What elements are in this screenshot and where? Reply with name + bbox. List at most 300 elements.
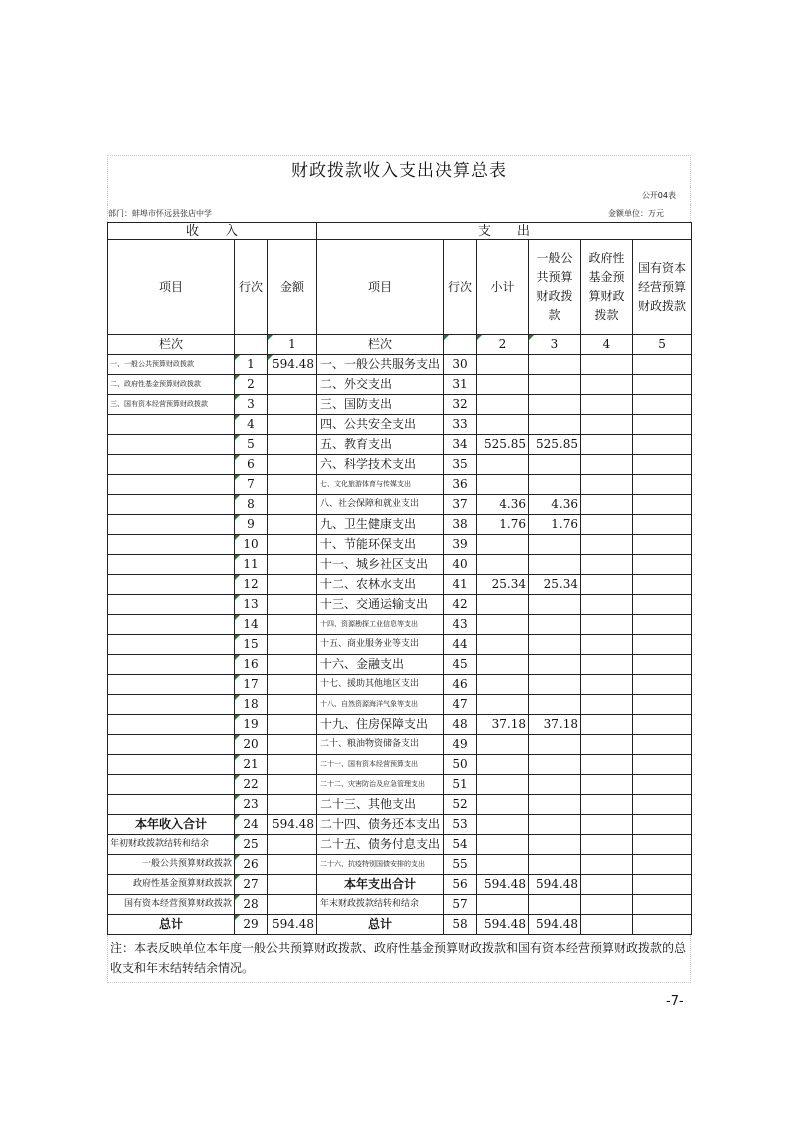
expense-soe-budget bbox=[633, 515, 692, 535]
table-row bbox=[108, 815, 692, 835]
expense-fund-budget bbox=[581, 635, 633, 655]
income-line-no: 5 bbox=[235, 435, 268, 455]
expense-general-budget bbox=[529, 355, 581, 375]
expense-item: 八、社会保障和就业支出 bbox=[317, 495, 444, 515]
table-row bbox=[108, 575, 692, 595]
report-title: 财政拨款收入支出决算总表 bbox=[107, 155, 691, 186]
expense-general-budget bbox=[529, 415, 581, 435]
expense-general-budget bbox=[529, 895, 581, 915]
expense-general-budget bbox=[529, 675, 581, 695]
income-line-no: 24 bbox=[235, 815, 268, 835]
income-header: 收 入 bbox=[108, 223, 317, 240]
income-item: 总计 bbox=[108, 915, 235, 935]
expense-soe-budget bbox=[633, 695, 692, 715]
department-row bbox=[107, 204, 691, 222]
expense-line-no: 53 bbox=[444, 815, 477, 835]
table-row bbox=[108, 515, 692, 535]
expense-general-budget bbox=[529, 755, 581, 775]
income-amount bbox=[268, 455, 317, 475]
expense-soe-budget bbox=[633, 615, 692, 635]
expense-soe-budget bbox=[633, 815, 692, 835]
table-row bbox=[108, 755, 692, 775]
expense-line-no: 35 bbox=[444, 455, 477, 475]
expense-fund-budget bbox=[581, 915, 633, 935]
expense-fund-budget bbox=[581, 695, 633, 715]
income-amount bbox=[268, 635, 317, 655]
expense-fund-budget bbox=[581, 675, 633, 695]
expense-soe-budget bbox=[633, 795, 692, 815]
expense-item: 二十一、国有资本经营预算支出 bbox=[317, 755, 444, 775]
expense-item: 十五、商业服务业等支出 bbox=[317, 635, 444, 655]
col-number-label-expense: 栏次 bbox=[317, 335, 444, 355]
expense-fund-budget bbox=[581, 355, 633, 375]
expense-general-budget bbox=[529, 475, 581, 495]
form-code: 公开04表 bbox=[641, 191, 676, 200]
expense-general-budget bbox=[529, 615, 581, 635]
expense-soe-budget bbox=[633, 595, 692, 615]
expense-soe-budget bbox=[633, 575, 692, 595]
income-line-no: 18 bbox=[235, 695, 268, 715]
expense-general-budget: 25.34 bbox=[529, 575, 581, 595]
expense-item: 一、一般公共服务支出 bbox=[317, 355, 444, 375]
table-row bbox=[108, 715, 692, 735]
expense-subtotal bbox=[477, 795, 529, 815]
expense-soe-budget bbox=[633, 635, 692, 655]
expense-soe-budget bbox=[633, 735, 692, 755]
expense-soe-budget bbox=[633, 895, 692, 915]
income-line-no: 9 bbox=[235, 515, 268, 535]
income-item: 一般公共预算财政拨款 bbox=[108, 855, 235, 875]
expense-item: 六、科学技术支出 bbox=[317, 455, 444, 475]
expense-general-budget bbox=[529, 655, 581, 675]
expense-general-budget bbox=[529, 695, 581, 715]
table-row bbox=[108, 535, 692, 555]
income-item bbox=[108, 735, 235, 755]
col-income-item: 项目 bbox=[108, 240, 235, 335]
col-number-blank-expense bbox=[444, 335, 477, 355]
income-amount bbox=[268, 895, 317, 915]
col-number-2: 2 bbox=[477, 335, 529, 355]
table-row bbox=[108, 635, 692, 655]
expense-fund-budget bbox=[581, 715, 633, 735]
table-row bbox=[108, 415, 692, 435]
expense-item: 十六、金融支出 bbox=[317, 655, 444, 675]
expense-fund-budget bbox=[581, 495, 633, 515]
income-amount bbox=[268, 475, 317, 495]
col-soe-budget: 国有资本经营预算财政拨款 bbox=[633, 240, 692, 335]
expense-subtotal bbox=[477, 375, 529, 395]
income-amount bbox=[268, 575, 317, 595]
income-item bbox=[108, 435, 235, 455]
expense-soe-budget bbox=[633, 875, 692, 895]
expense-fund-budget bbox=[581, 455, 633, 475]
table-row bbox=[108, 855, 692, 875]
expense-general-budget: 4.36 bbox=[529, 495, 581, 515]
expense-subtotal bbox=[477, 455, 529, 475]
expense-item: 二十六、抗疫特别国债安排的支出 bbox=[317, 855, 444, 875]
expense-item: 总计 bbox=[317, 915, 444, 935]
expense-line-no: 46 bbox=[444, 675, 477, 695]
income-amount: 594.48 bbox=[268, 915, 317, 935]
expense-item: 九、卫生健康支出 bbox=[317, 515, 444, 535]
expense-item: 十二、农林水支出 bbox=[317, 575, 444, 595]
income-item bbox=[108, 635, 235, 655]
expense-line-no: 56 bbox=[444, 875, 477, 895]
expense-general-budget: 1.76 bbox=[529, 515, 581, 535]
expense-fund-budget bbox=[581, 875, 633, 895]
expense-fund-budget bbox=[581, 795, 633, 815]
expense-subtotal bbox=[477, 675, 529, 695]
income-line-no: 17 bbox=[235, 675, 268, 695]
expense-fund-budget bbox=[581, 895, 633, 915]
expense-item: 四、公共安全支出 bbox=[317, 415, 444, 435]
income-line-no: 13 bbox=[235, 595, 268, 615]
income-line-no: 10 bbox=[235, 535, 268, 555]
expense-fund-budget bbox=[581, 375, 633, 395]
expense-subtotal: 25.34 bbox=[477, 575, 529, 595]
table-row bbox=[108, 875, 692, 895]
department-label: 部门：蚌埠市怀远县张店中学 bbox=[108, 209, 212, 218]
expense-line-no: 44 bbox=[444, 635, 477, 655]
expense-soe-budget bbox=[633, 395, 692, 415]
income-amount bbox=[268, 695, 317, 715]
expense-general-budget bbox=[529, 595, 581, 615]
expense-soe-budget bbox=[633, 855, 692, 875]
income-amount bbox=[268, 795, 317, 815]
income-amount: 594.48 bbox=[268, 815, 317, 835]
income-line-no: 11 bbox=[235, 555, 268, 575]
expense-line-no: 37 bbox=[444, 495, 477, 515]
expense-general-budget: 525.85 bbox=[529, 435, 581, 455]
expense-subtotal bbox=[477, 855, 529, 875]
expense-subtotal bbox=[477, 635, 529, 655]
expense-line-no: 57 bbox=[444, 895, 477, 915]
expense-fund-budget bbox=[581, 395, 633, 415]
income-item bbox=[108, 515, 235, 535]
expense-subtotal bbox=[477, 355, 529, 375]
expense-fund-budget bbox=[581, 595, 633, 615]
income-line-no: 28 bbox=[235, 895, 268, 915]
income-item: 二、政府性基金预算财政拨款 bbox=[108, 375, 235, 395]
col-expense-item: 项目 bbox=[317, 240, 444, 335]
income-amount bbox=[268, 595, 317, 615]
income-item: 年初财政拨款结转和结余 bbox=[108, 835, 235, 855]
table-row bbox=[108, 435, 692, 455]
expense-soe-budget bbox=[633, 655, 692, 675]
expense-item: 二十四、债务还本支出 bbox=[317, 815, 444, 835]
income-amount bbox=[268, 615, 317, 635]
report-sheet bbox=[107, 155, 691, 983]
income-line-no: 23 bbox=[235, 795, 268, 815]
col-fund-budget: 政府性基金预算财政拨款 bbox=[581, 240, 633, 335]
expense-line-no: 36 bbox=[444, 475, 477, 495]
income-item bbox=[108, 715, 235, 735]
income-item bbox=[108, 475, 235, 495]
expense-subtotal bbox=[477, 555, 529, 575]
col-expense-line: 行次 bbox=[444, 240, 477, 335]
expense-item: 十九、住房保障支出 bbox=[317, 715, 444, 735]
table-row bbox=[108, 675, 692, 695]
income-amount bbox=[268, 875, 317, 895]
table-row bbox=[108, 375, 692, 395]
expense-subtotal bbox=[477, 535, 529, 555]
expense-item: 二十、粮油物资储备支出 bbox=[317, 735, 444, 755]
expense-subtotal bbox=[477, 775, 529, 795]
table-row bbox=[108, 795, 692, 815]
expense-item: 二十五、债务付息支出 bbox=[317, 835, 444, 855]
expense-fund-budget bbox=[581, 555, 633, 575]
expense-fund-budget bbox=[581, 815, 633, 835]
income-item bbox=[108, 575, 235, 595]
income-line-no: 8 bbox=[235, 495, 268, 515]
expense-soe-budget bbox=[633, 495, 692, 515]
expense-subtotal bbox=[477, 895, 529, 915]
expense-subtotal bbox=[477, 835, 529, 855]
expense-header: 支 出 bbox=[317, 223, 692, 240]
income-line-no: 15 bbox=[235, 635, 268, 655]
expense-subtotal bbox=[477, 655, 529, 675]
expense-subtotal: 1.76 bbox=[477, 515, 529, 535]
expense-item: 十一、城乡社区支出 bbox=[317, 555, 444, 575]
income-item bbox=[108, 775, 235, 795]
expense-line-no: 50 bbox=[444, 755, 477, 775]
expense-subtotal: 594.48 bbox=[477, 875, 529, 895]
expense-line-no: 54 bbox=[444, 835, 477, 855]
income-item: 政府性基金预算财政拨款 bbox=[108, 875, 235, 895]
expense-soe-budget bbox=[633, 835, 692, 855]
income-amount bbox=[268, 855, 317, 875]
expense-item: 二十三、其他支出 bbox=[317, 795, 444, 815]
expense-subtotal bbox=[477, 595, 529, 615]
table-row bbox=[108, 695, 692, 715]
expense-general-budget bbox=[529, 815, 581, 835]
table-row bbox=[108, 455, 692, 475]
expense-fund-budget bbox=[581, 515, 633, 535]
col-income-amount: 金额 bbox=[268, 240, 317, 335]
income-amount bbox=[268, 535, 317, 555]
income-item: 三、国有资本经营预算财政拨款 bbox=[108, 395, 235, 415]
income-line-no: 6 bbox=[235, 455, 268, 475]
table-body bbox=[108, 355, 692, 935]
income-item bbox=[108, 555, 235, 575]
expense-soe-budget bbox=[633, 555, 692, 575]
expense-fund-budget bbox=[581, 655, 633, 675]
expense-item: 十八、自然资源海洋气象等支出 bbox=[317, 695, 444, 715]
table-row bbox=[108, 655, 692, 675]
income-item bbox=[108, 415, 235, 435]
expense-subtotal bbox=[477, 415, 529, 435]
income-line-no: 25 bbox=[235, 835, 268, 855]
expense-line-no: 51 bbox=[444, 775, 477, 795]
footnote: 注：本表反映单位本年度一般公共预算财政拨款、政府性基金预算财政拨款和国有资本经营预算财政拨款的总收支和年末结转结余情况。 bbox=[107, 935, 691, 983]
col-number-blank bbox=[235, 335, 268, 355]
expense-item: 二、外交支出 bbox=[317, 375, 444, 395]
expense-item: 十七、援助其他地区支出 bbox=[317, 675, 444, 695]
col-number-4: 4 bbox=[581, 335, 633, 355]
income-amount: 594.48 bbox=[268, 355, 317, 375]
expense-soe-budget bbox=[633, 455, 692, 475]
unit-label: 金额单位：万元 bbox=[608, 209, 664, 218]
expense-general-budget bbox=[529, 735, 581, 755]
income-item: 一、一般公共预算财政拨款 bbox=[108, 355, 235, 375]
income-line-no: 26 bbox=[235, 855, 268, 875]
expense-line-no: 55 bbox=[444, 855, 477, 875]
income-amount bbox=[268, 835, 317, 855]
expense-line-no: 47 bbox=[444, 695, 477, 715]
col-general-budget: 一般公共预算财政拨款 bbox=[529, 240, 581, 335]
income-item bbox=[108, 495, 235, 515]
income-item bbox=[108, 615, 235, 635]
income-line-no: 29 bbox=[235, 915, 268, 935]
income-line-no: 19 bbox=[235, 715, 268, 735]
income-amount bbox=[268, 775, 317, 795]
income-item bbox=[108, 535, 235, 555]
income-amount bbox=[268, 375, 317, 395]
expense-item: 十、节能环保支出 bbox=[317, 535, 444, 555]
income-amount bbox=[268, 395, 317, 415]
expense-item: 二十二、灾害防治及应急管理支出 bbox=[317, 775, 444, 795]
expense-line-no: 33 bbox=[444, 415, 477, 435]
expense-line-no: 49 bbox=[444, 735, 477, 755]
expense-general-budget: 594.48 bbox=[529, 875, 581, 895]
col-number-3: 3 bbox=[529, 335, 581, 355]
expense-general-budget: 594.48 bbox=[529, 915, 581, 935]
income-line-no: 1 bbox=[235, 355, 268, 375]
page-number: -7- bbox=[666, 994, 684, 1009]
expense-soe-budget bbox=[633, 715, 692, 735]
expense-subtotal bbox=[477, 395, 529, 415]
expense-soe-budget bbox=[633, 415, 692, 435]
table-row bbox=[108, 615, 692, 635]
expense-subtotal bbox=[477, 755, 529, 775]
income-amount bbox=[268, 715, 317, 735]
income-line-no: 20 bbox=[235, 735, 268, 755]
expense-general-budget bbox=[529, 455, 581, 475]
expense-fund-budget bbox=[581, 855, 633, 875]
income-item bbox=[108, 755, 235, 775]
table-row bbox=[108, 395, 692, 415]
expense-line-no: 39 bbox=[444, 535, 477, 555]
expense-fund-budget bbox=[581, 575, 633, 595]
expense-subtotal bbox=[477, 615, 529, 635]
expense-item: 七、文化旅游体育与传媒支出 bbox=[317, 475, 444, 495]
expense-line-no: 34 bbox=[444, 435, 477, 455]
expense-general-budget bbox=[529, 855, 581, 875]
form-code-row bbox=[107, 186, 691, 204]
expense-fund-budget bbox=[581, 755, 633, 775]
table-row bbox=[108, 835, 692, 855]
col-subtotal: 小计 bbox=[477, 240, 529, 335]
income-amount bbox=[268, 555, 317, 575]
expense-subtotal: 4.36 bbox=[477, 495, 529, 515]
table-row bbox=[108, 595, 692, 615]
income-amount bbox=[268, 515, 317, 535]
income-item: 国有资本经营预算财政拨款 bbox=[108, 895, 235, 915]
expense-item: 十四、资源勘探工业信息等支出 bbox=[317, 615, 444, 635]
expense-fund-budget bbox=[581, 415, 633, 435]
expense-fund-budget bbox=[581, 435, 633, 455]
income-line-no: 22 bbox=[235, 775, 268, 795]
expense-soe-budget bbox=[633, 535, 692, 555]
col-number-label: 栏次 bbox=[108, 335, 235, 355]
income-amount bbox=[268, 435, 317, 455]
table-row bbox=[108, 495, 692, 515]
expense-soe-budget bbox=[633, 355, 692, 375]
income-line-no: 7 bbox=[235, 475, 268, 495]
expense-soe-budget bbox=[633, 475, 692, 495]
table-row bbox=[108, 355, 692, 375]
expense-line-no: 43 bbox=[444, 615, 477, 635]
income-amount bbox=[268, 675, 317, 695]
expense-fund-budget bbox=[581, 735, 633, 755]
expense-fund-budget bbox=[581, 835, 633, 855]
expense-line-no: 41 bbox=[444, 575, 477, 595]
expense-soe-budget bbox=[633, 675, 692, 695]
expense-item: 三、国防支出 bbox=[317, 395, 444, 415]
expense-general-budget bbox=[529, 795, 581, 815]
expense-line-no: 31 bbox=[444, 375, 477, 395]
expense-soe-budget bbox=[633, 435, 692, 455]
expense-soe-budget bbox=[633, 915, 692, 935]
expense-general-budget bbox=[529, 835, 581, 855]
expense-general-budget bbox=[529, 535, 581, 555]
table-row bbox=[108, 735, 692, 755]
expense-general-budget bbox=[529, 395, 581, 415]
expense-fund-budget bbox=[581, 475, 633, 495]
table-row bbox=[108, 555, 692, 575]
expense-soe-budget bbox=[633, 755, 692, 775]
income-line-no: 21 bbox=[235, 755, 268, 775]
expense-line-no: 48 bbox=[444, 715, 477, 735]
income-amount bbox=[268, 495, 317, 515]
expense-subtotal bbox=[477, 735, 529, 755]
col-number-1: 1 bbox=[268, 335, 317, 355]
table-row bbox=[108, 475, 692, 495]
income-line-no: 16 bbox=[235, 655, 268, 675]
expense-subtotal: 37.18 bbox=[477, 715, 529, 735]
income-amount bbox=[268, 735, 317, 755]
expense-fund-budget bbox=[581, 615, 633, 635]
expense-line-no: 42 bbox=[444, 595, 477, 615]
expense-soe-budget bbox=[633, 375, 692, 395]
income-line-no: 2 bbox=[235, 375, 268, 395]
expense-line-no: 30 bbox=[444, 355, 477, 375]
expense-general-budget bbox=[529, 635, 581, 655]
income-line-no: 4 bbox=[235, 415, 268, 435]
expense-line-no: 38 bbox=[444, 515, 477, 535]
expense-line-no: 45 bbox=[444, 655, 477, 675]
expense-general-budget bbox=[529, 775, 581, 795]
expense-soe-budget bbox=[633, 775, 692, 795]
income-line-no: 12 bbox=[235, 575, 268, 595]
table-row bbox=[108, 775, 692, 795]
income-amount bbox=[268, 655, 317, 675]
expense-subtotal bbox=[477, 695, 529, 715]
expense-item: 年末财政拨款结转和结余 bbox=[317, 895, 444, 915]
income-item bbox=[108, 675, 235, 695]
expense-line-no: 52 bbox=[444, 795, 477, 815]
income-item bbox=[108, 595, 235, 615]
expense-general-budget: 37.18 bbox=[529, 715, 581, 735]
expense-subtotal: 525.85 bbox=[477, 435, 529, 455]
income-amount bbox=[268, 755, 317, 775]
expense-general-budget bbox=[529, 555, 581, 575]
col-income-line: 行次 bbox=[235, 240, 268, 335]
income-line-no: 27 bbox=[235, 875, 268, 895]
expense-line-no: 32 bbox=[444, 395, 477, 415]
expense-subtotal: 594.48 bbox=[477, 915, 529, 935]
income-amount bbox=[268, 415, 317, 435]
